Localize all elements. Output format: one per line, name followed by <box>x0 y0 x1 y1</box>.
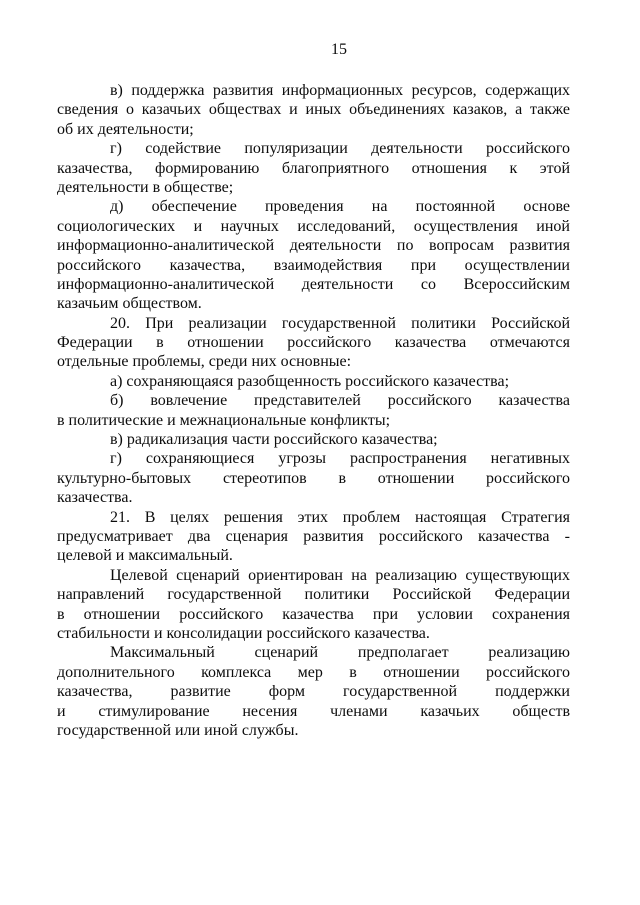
text-line: в) радикализация части российского казачества; <box>110 431 438 449</box>
text-line: а) сохраняющаяся разобщенность российского казачества; <box>110 372 510 390</box>
text-line: деятельности в обществе; <box>57 178 234 196</box>
text-line: об их деятельности; <box>57 120 194 138</box>
text-line: казачьим обществом. <box>57 295 202 313</box>
text-line: направлений государственной политики Российской Федерации <box>57 586 570 604</box>
paragraph <box>57 449 570 507</box>
paragraph <box>57 566 570 644</box>
text-line: российского казачества, взаимодействия при осуществлении <box>57 256 570 274</box>
text-line: отдельные проблемы, среди них основные: <box>57 353 352 371</box>
text-line: Целевой сценарий ориентирован на реализацию существующих <box>110 566 570 584</box>
paragraph <box>57 372 570 391</box>
text-line: предусматривает два сценария развития российского казачества - <box>57 527 570 545</box>
text-line: информационно-аналитической деятельности по вопросам развития <box>57 237 570 255</box>
paragraph <box>57 508 570 566</box>
text-line: в политические и межнациональные конфликты; <box>57 411 391 429</box>
text-line: Максимальный сценарий предполагает реализацию <box>110 644 570 662</box>
paragraph <box>57 81 570 139</box>
text-line: казачества, формированию благоприятного отношения к этой <box>57 159 570 177</box>
text-line: казачества, развитие форм государственной поддержки <box>57 683 570 701</box>
text-line: в отношении российского казачества при условии сохранения <box>57 605 570 623</box>
paragraph <box>57 314 570 372</box>
text-line: дополнительного комплекса мер в отношении российского <box>57 663 570 681</box>
page-number: 15 <box>331 41 347 58</box>
text-line: социологических и научных исследований, осуществления иной <box>57 217 570 235</box>
text-line: г) содействие популяризации деятельности российского <box>110 140 570 158</box>
text-line: Федерации в отношении российского казачества отмечаются <box>57 334 570 352</box>
paragraph <box>57 197 570 313</box>
paragraph <box>57 139 570 197</box>
text-line: в) поддержка развития информационных ресурсов, содержащих <box>110 82 570 99</box>
text-line: 20. При реализации государственной политики Российской <box>110 314 570 332</box>
text-content <box>57 81 570 740</box>
text-line: культурно-бытовых стереотипов в отношении российского <box>57 469 570 487</box>
text-line: информационно-аналитической деятельности со Всероссийским <box>57 275 570 293</box>
paragraph <box>57 391 570 430</box>
text-line: казачества. <box>57 489 133 507</box>
text-line: государственной или иной службы. <box>57 721 299 739</box>
text-line: 21. В целях решения этих проблем настоящая Стратегия <box>110 508 570 526</box>
text-line: д) обеспечение проведения на постоянной основе <box>110 198 570 216</box>
text-line: б) вовлечение представителей российского казачества <box>110 392 570 410</box>
text-line: г) сохраняющиеся угрозы распространения негативных <box>110 450 570 468</box>
text-line: и стимулирование несения членами казачьих обществ <box>57 702 570 720</box>
paragraph <box>57 643 570 740</box>
text-line: целевой и максимальный. <box>57 547 233 565</box>
text-line: стабильности и консолидации российского казачества. <box>57 624 430 642</box>
paragraph <box>57 430 570 449</box>
text-line: сведения о казачьих обществах и иных объединениях казаков, а также <box>57 101 570 119</box>
